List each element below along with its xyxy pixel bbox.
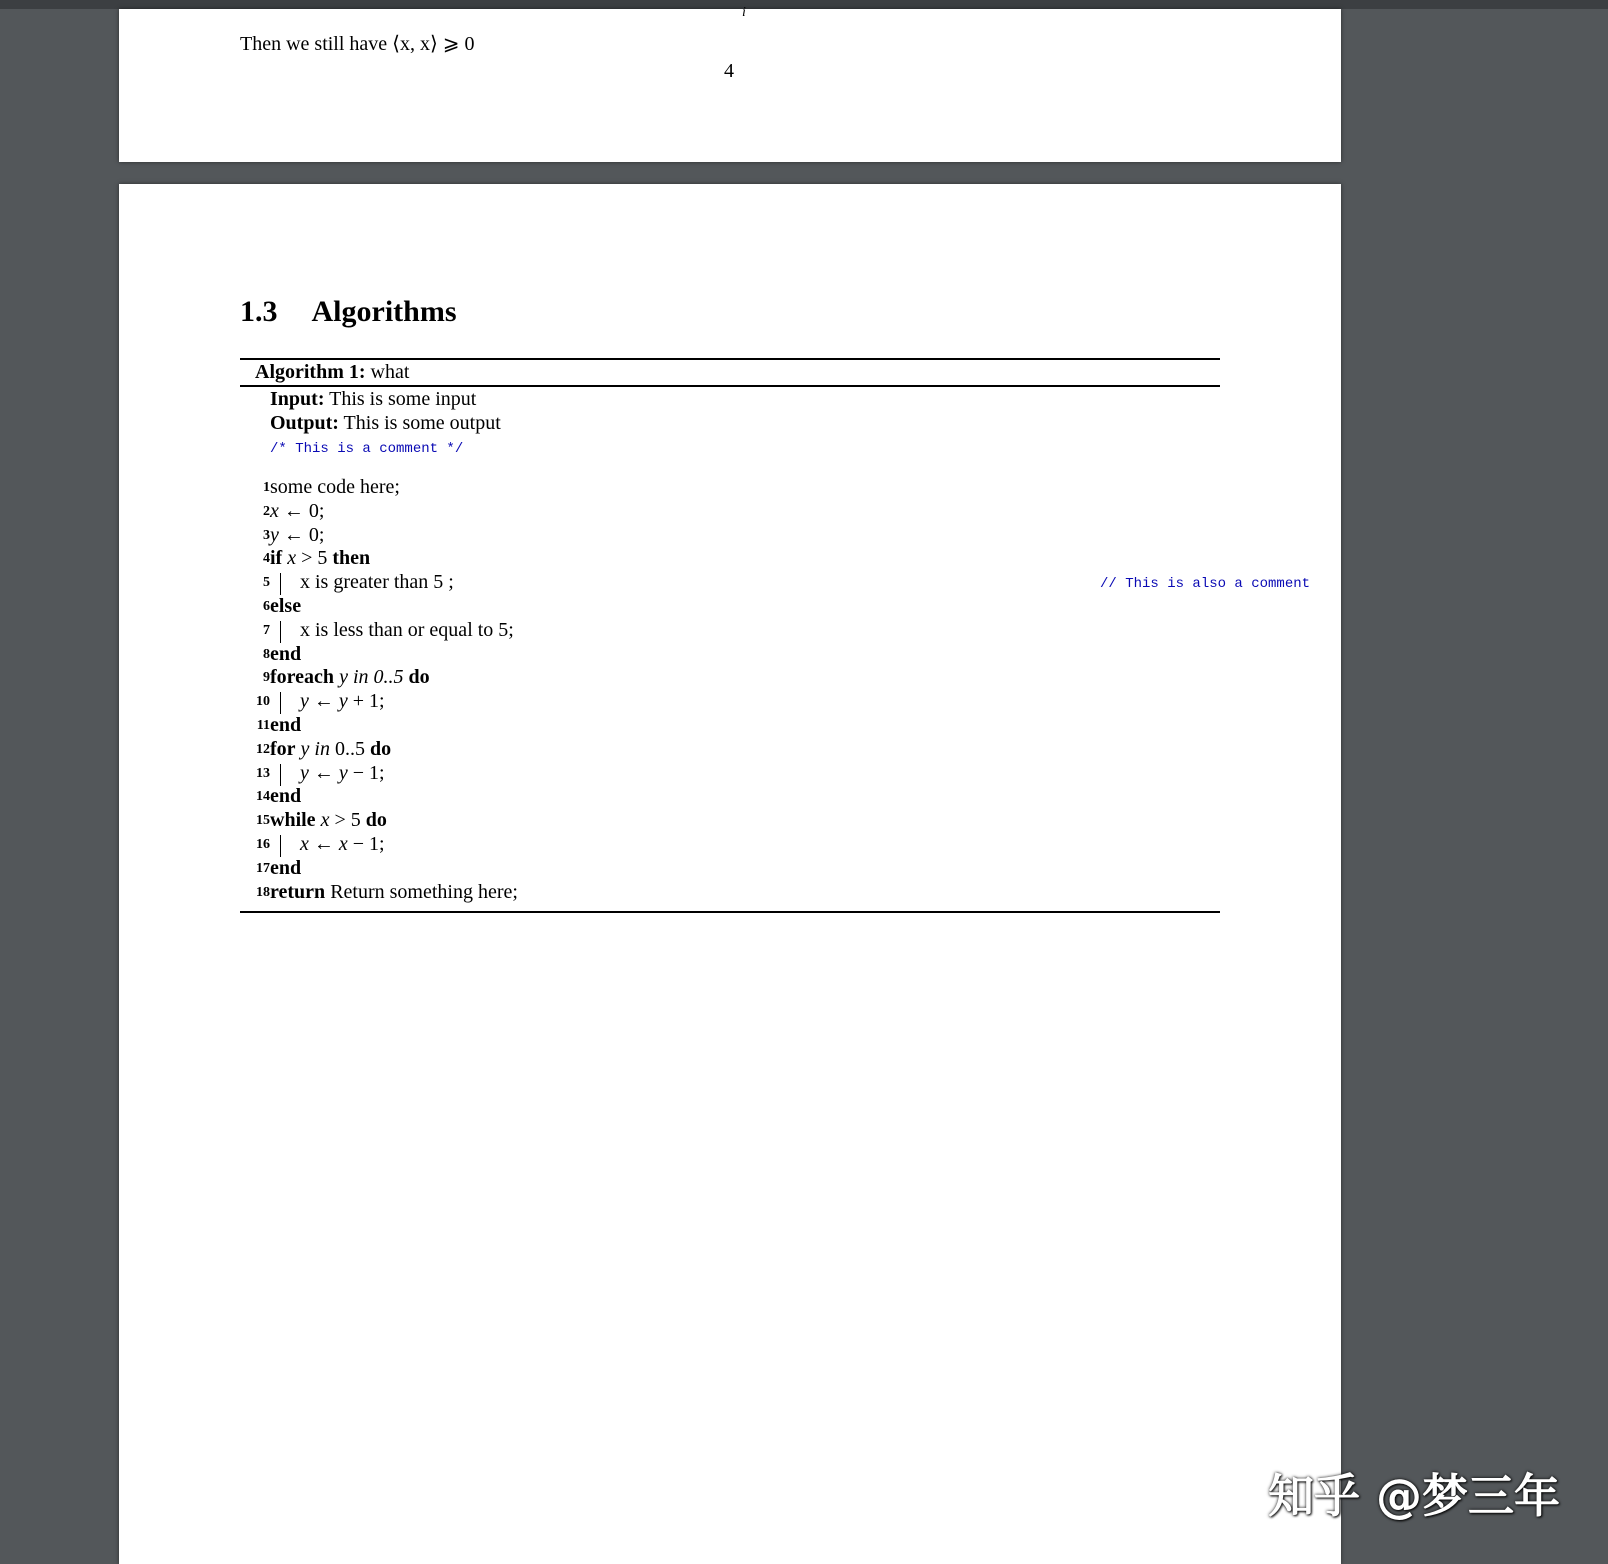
indent-bar [280,692,281,714]
line-text: x is less than or equal to 5; [300,618,514,641]
algorithm-bottom-rule [240,911,1220,913]
line-number: 12 [256,741,270,757]
viewer-top-bar [0,0,1608,9]
line-number: 15 [256,813,270,829]
code-line [240,738,1220,762]
line-text: some code here; [270,476,400,498]
page-number: 4 [724,60,734,82]
line-number: 13 [256,765,270,781]
output-text: This is some output [338,412,501,434]
code-line [240,809,1220,833]
line-text: y ← 0; [270,523,325,546]
line-number: 11 [256,717,270,733]
indent-bar [280,764,281,786]
line-number: 4 [263,551,270,567]
line-text: while x > 5 do [270,809,387,832]
line-number: 2 [263,503,270,519]
code-line [240,833,1220,857]
line-text: for y in 0..5 do [270,737,392,760]
pdf-page-current [119,184,1341,1564]
code-line [240,714,1220,738]
line-number: 7 [263,622,270,638]
watermark: 知乎 @梦三年 [1268,1469,1561,1523]
section-heading [240,295,457,329]
line-text: foreach y in 0..5 do [270,666,430,689]
algorithm-caption-label: Algorithm 1: [255,361,366,383]
algorithm-mid-rule [240,385,1220,387]
line-comment: // This is also a comment [1100,576,1311,593]
algorithm-caption [255,361,409,384]
code-line [240,762,1220,786]
line-text: y ← y − 1; [300,761,385,784]
code-line [240,643,1220,667]
line-number: 9 [263,670,270,686]
code-line [240,881,1220,905]
section-number: 1.3 [240,295,278,328]
section-title: Algorithms [311,295,457,328]
code-line [240,785,1220,809]
line-number: 18 [256,884,270,900]
code-line [240,571,1311,595]
code-line [240,857,1220,881]
line-text: end [270,785,302,808]
line-text: return Return something here; [270,880,518,903]
indent-bar [280,573,281,595]
line-text: end [270,642,302,665]
code-line [240,619,1220,643]
line-text: x is greater than 5 ; [300,571,454,594]
output-label: Output: [270,412,339,434]
algorithm-input [270,388,476,411]
line-text: x ← x − 1; [300,832,385,855]
algorithm-top-rule [240,358,1220,360]
line-text: end [270,713,302,736]
line-number: 17 [256,860,270,876]
pdf-page-previous [119,5,1341,162]
code-line [240,595,1220,619]
input-label: Input: [270,388,325,410]
algorithm-comment: /* This is a comment */ [270,441,464,457]
code-line [240,666,1220,690]
line-number: 6 [263,598,270,614]
line-number: 3 [263,527,270,543]
algorithm-caption-text: what [365,361,410,383]
line-text: if x > 5 then [270,547,371,570]
paragraph-text: Then we still have ⟨x, x⟩ ⩾ 0 [240,33,475,55]
code-line [240,690,1220,714]
line-text: y ← y + 1; [300,690,385,713]
page-fragment-text: i [742,5,746,20]
line-number: 5 [263,575,270,591]
line-number: 8 [263,646,270,662]
code-line [240,476,1220,500]
algorithm-code-lines [240,476,1311,904]
indent-bar [280,835,281,857]
code-line [240,500,1220,524]
line-number: 14 [256,789,270,805]
code-line [240,524,1220,548]
algorithm-output [270,412,501,435]
input-text: This is some input [324,388,477,410]
line-text: else [270,594,302,617]
indent-bar [280,621,281,643]
code-line [240,547,1220,571]
line-number: 10 [256,694,270,710]
line-text: x ← 0; [270,499,325,522]
line-number: 1 [263,480,270,495]
line-text: end [270,856,302,879]
line-number: 16 [256,836,270,852]
